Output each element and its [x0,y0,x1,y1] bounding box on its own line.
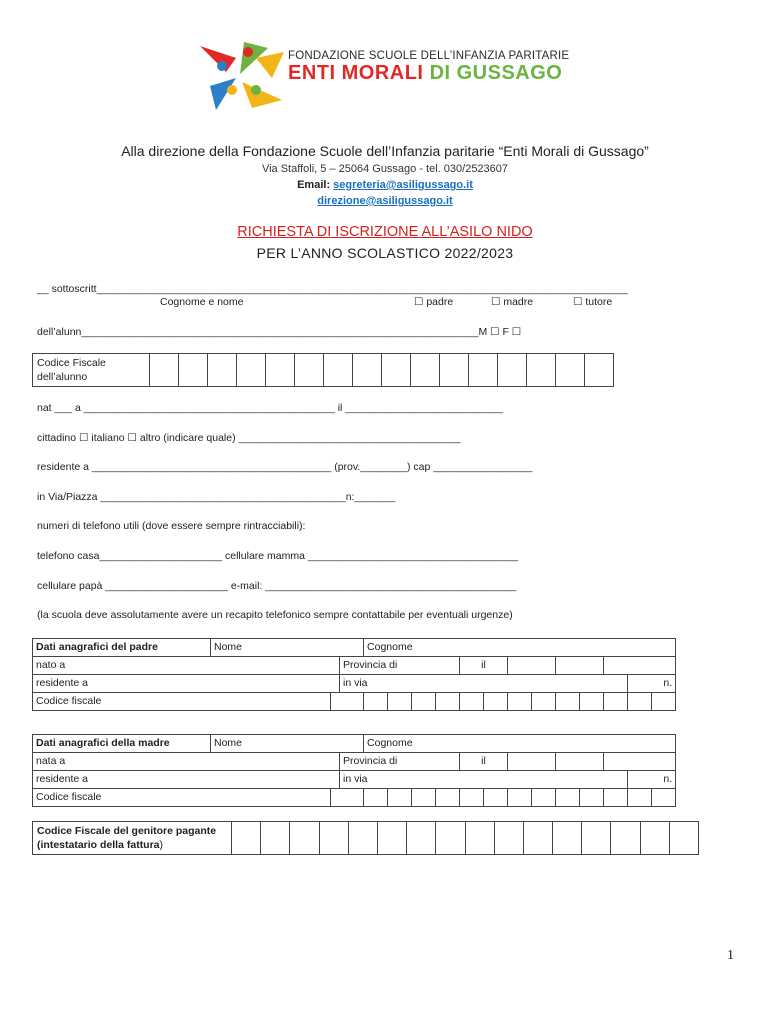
table-row [33,789,676,807]
padre-checkbox[interactable]: ☐ padre [414,296,454,308]
cf-cell[interactable] [585,354,613,386]
cf-cell[interactable] [436,789,460,807]
logo-enti-morali: ENTI MORALI [288,62,424,84]
madre-data-cell[interactable] [556,753,604,771]
cf-cell[interactable] [378,822,407,854]
cf-cell[interactable] [641,822,670,854]
cf-cell[interactable] [580,693,604,711]
cf-pagante-label: Codice Fiscale del genitore pagante (intestatario della fattura) [33,822,232,854]
cf-cell[interactable] [290,822,319,854]
cf-cell[interactable] [508,693,532,711]
tutore-checkbox[interactable]: ☐ tutore [573,296,613,308]
madre-header: Dati anagrafici della madre [33,735,211,753]
cf-cell[interactable] [179,354,208,386]
addressee-title: Alla direzione della Fondazione Scuole dell’Infanzia paritarie “Enti Morali di Gussago” [121,143,649,159]
cf-cell[interactable] [532,693,556,711]
cf-cell[interactable] [604,693,628,711]
email-line-2 [0,195,770,207]
cf-cell[interactable] [628,693,652,711]
cf-cell[interactable] [261,822,290,854]
foundation-logo [196,38,586,114]
email-label: Email: [297,179,331,191]
padre-nome-cell[interactable]: Nome [211,639,364,657]
padre-header: Dati anagrafici del padre [33,639,211,657]
cf-cell[interactable] [484,693,508,711]
madre-provincia-cell[interactable]: Provincia di [340,753,460,771]
madre-via-cell[interactable]: in via [340,771,628,789]
logo-line-1: FONDAZIONE SCUOLE DELL’INFANZIA PARITARIE [288,50,570,62]
table-row [33,771,676,789]
cf-cell[interactable] [652,789,676,807]
cf-cell[interactable] [611,822,640,854]
telefoni-caption: numeri di telefono utili (dove essere sempre rintracciabili): [37,520,306,532]
email-line [0,179,770,191]
alunno-codice-fiscale-box [32,353,614,387]
cf-cell[interactable] [466,822,495,854]
padre-cf-label: Codice fiscale [33,693,331,711]
sottoscritto-field[interactable]: __ sottoscritt___________________________________________________________________________________________ [37,283,628,295]
cf-cell[interactable] [150,354,179,386]
cf-cell[interactable] [604,789,628,807]
genitore-pagante-cf-box [32,821,699,855]
madre-data-cell[interactable] [508,753,556,771]
school-year-subtitle: PER L’ANNO SCOLASTICO 2022/2023 [256,245,514,261]
via-field[interactable]: in Via/Piazza __________________________________________n:_______ [37,491,396,503]
cf-cell[interactable] [353,354,382,386]
cf-cell[interactable] [460,789,484,807]
cf-alunno-label: Codice Fiscale dell’alunno [33,354,150,386]
cf-cell[interactable] [349,822,378,854]
padre-numero-cell[interactable]: n. [628,675,676,693]
padre-data-cell[interactable] [556,657,604,675]
table-row [33,639,676,657]
madre-numero-cell[interactable]: n. [628,771,676,789]
madre-cf-label: Codice fiscale [33,789,331,807]
cf-cell[interactable] [411,354,440,386]
cf-cell[interactable] [556,354,585,386]
cf-cell[interactable] [553,822,582,854]
cf-cell[interactable] [364,693,388,711]
cf-cell[interactable] [556,789,580,807]
cf-cell[interactable] [524,822,553,854]
cf-cell[interactable] [556,693,580,711]
cf-cell[interactable] [652,693,676,711]
padre-provincia-cell[interactable]: Provincia di [340,657,460,675]
cf-cell[interactable] [388,693,412,711]
cf-cell[interactable] [527,354,556,386]
table-row [33,753,676,771]
cf-cell[interactable] [266,354,295,386]
cf-cell[interactable] [232,822,261,854]
logo-di-gussago: DI GUSSAGO [429,62,563,84]
cf-cell[interactable] [412,789,436,807]
table-row [33,675,676,693]
padre-cognome-cell[interactable]: Cognome [364,639,676,657]
madre-cognome-cell[interactable]: Cognome [364,735,676,753]
nato-field[interactable]: nat ___ a ___________________________________________ il ___________________________ [37,402,503,414]
cf-cell[interactable] [582,822,611,854]
email-segreteria-link[interactable]: segreteria@asiligussago.it [333,179,473,191]
cf-cell[interactable] [388,789,412,807]
madre-nome-cell[interactable]: Nome [211,735,364,753]
cf-cell[interactable] [484,789,508,807]
urgenze-note: (la scuola deve assolutamente avere un recapito telefonico sempre contattabile per eventuali urgenze) [37,609,513,621]
cf-cell[interactable] [382,354,411,386]
cf-cell[interactable] [469,354,498,386]
padre-table [32,638,676,711]
cf-cell[interactable] [295,354,324,386]
page-number: 1 [727,948,734,963]
madre-table [32,734,676,807]
cf-cell[interactable] [237,354,266,386]
cf-cell[interactable] [580,789,604,807]
email-direzione-link[interactable]: direzione@asiligussago.it [317,195,453,207]
cf-cell[interactable] [628,789,652,807]
cf-cell[interactable] [495,822,524,854]
cf-cell[interactable] [412,693,436,711]
madre-il-cell: il [460,753,508,771]
cittadino-field[interactable]: cittadino ☐ italiano ☐ altro (indicare quale) ______________________________________ [37,432,461,444]
cf-cell[interactable] [364,789,388,807]
madre-data-cell[interactable] [604,753,676,771]
cf-cell[interactable] [670,822,698,854]
cf-cell[interactable] [331,693,364,711]
table-row [33,657,676,675]
request-title: RICHIESTA DI ISCRIZIONE ALL’ASILO NIDO [237,224,533,240]
logo-emblem-icon [196,38,288,114]
cf-cell[interactable] [440,354,469,386]
cf-cell[interactable] [436,822,465,854]
cf-cell[interactable] [407,822,436,854]
table-row [33,735,676,753]
padre-nato-cell[interactable]: nato a [33,657,340,675]
cellulare-papa-field[interactable]: cellulare papà _____________________ e-mail: ___________________________________________ [37,580,517,592]
padre-il-cell: il [460,657,508,675]
padre-data-cell[interactable] [508,657,556,675]
cf-cell[interactable] [320,822,349,854]
cf-cell[interactable] [324,354,353,386]
residente-field[interactable]: residente a _________________________________________ (prov.________) cap _________________ [37,461,533,473]
cf-cell[interactable] [208,354,237,386]
telefono-casa-field[interactable]: telefono casa_____________________ cellulare mamma ____________________________________ [37,550,519,562]
padre-via-cell[interactable]: in via [340,675,628,693]
cf-cell[interactable] [460,693,484,711]
cognome-nome-caption: Cognome e nome [160,296,244,308]
cf-cell[interactable] [498,354,527,386]
address-line: Via Staffoli, 5 – 25064 Gussago - tel. 030/2523607 [261,163,509,175]
table-row [33,693,676,711]
logo-line-2 [288,62,562,85]
cf-cell[interactable] [532,789,556,807]
cf-cell[interactable] [436,693,460,711]
padre-residente-cell[interactable]: residente a [33,675,340,693]
padre-data-cell[interactable] [604,657,676,675]
madre-checkbox[interactable]: ☐ madre [491,296,534,308]
cf-cell[interactable] [508,789,532,807]
madre-residente-cell[interactable]: residente a [33,771,340,789]
madre-nata-cell[interactable]: nata a [33,753,340,771]
alunno-field[interactable]: dell’alunn____________________________________________________________________M ☐ F ☐ [37,326,522,338]
cf-cell[interactable] [331,789,364,807]
